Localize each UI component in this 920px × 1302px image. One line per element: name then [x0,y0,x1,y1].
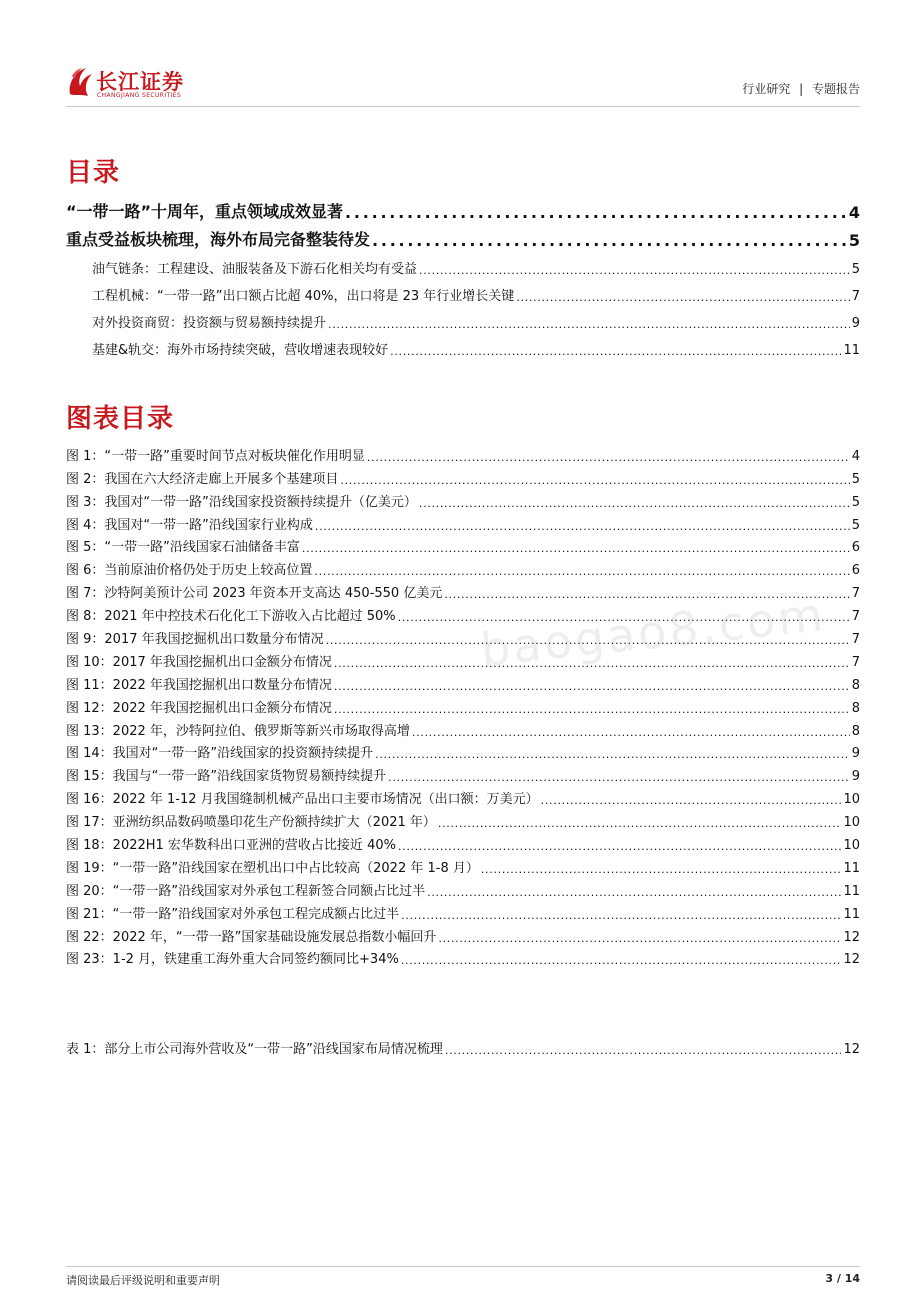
toc-subitem[interactable] [66,331,860,358]
footer-divider [66,1266,860,1267]
dot-leader [401,954,842,967]
category-label: 行业研究 [742,82,791,96]
page-number: 3 / 14 [825,1272,860,1285]
figure-entry-text: 图 19：“一带一路”沿线国家在塑机出口中占比较高（2022 年 1-8 月） [66,860,479,876]
dot-leader [367,451,850,464]
figure-entry-text: 图 22：2022 年，“一带一路”国家基础设施发展总指数小幅回升 [66,929,437,945]
toc-item-text: 重点受益板块梳理，海外布局完备整装待发 [66,230,371,249]
toc-subitem-text: 基建&轨交：海外市场持续突破，营收增速表现较好 [92,343,389,358]
dot-leader [445,1044,842,1057]
figure-entry-page: 11 [843,860,860,876]
figure-entry-text: 图 7：沙特阿美预计公司 2023 年资本开支高达 450-550 亿美元 [66,586,443,602]
figure-entry-text: 图 14：我国对“一带一路”沿线国家的投资额持续提升 [66,746,374,762]
header-divider [66,106,860,107]
figure-entry[interactable] [66,784,860,807]
figure-entry[interactable] [66,739,860,762]
figure-entry[interactable] [66,807,860,830]
report-type-label: 专题报告 [811,82,860,96]
toc-subitem-page: 11 [843,343,860,358]
dot-leader [334,703,850,716]
dot-leader [345,203,847,222]
toc-item[interactable] [66,222,860,250]
figure-entry[interactable] [66,670,860,693]
dot-leader [390,345,841,358]
toc-item-page: 5 [848,231,860,250]
dot-leader [334,680,850,693]
figure-entry[interactable] [66,510,860,533]
dot-leader [340,474,849,487]
figure-entry-text: 图 10：2017 年我国挖掘机出口金额分布情况 [66,654,332,670]
toc-subitem-text: 工程机械：“一带一路”出口额占比超 40%，出口将是 23 年行业增长关键 [92,289,515,304]
figure-entry[interactable] [66,716,860,739]
figure-entry[interactable] [66,899,860,922]
figure-entry-page: 5 [851,494,860,510]
figure-entry-page: 7 [851,654,860,670]
dot-leader [401,909,841,922]
logo-emblem-icon [66,64,94,98]
figure-entry-text: 图 16：2022 年 1-12 月我国缝制机械产品出口主要市场情况（出口额：万美元） [66,792,539,808]
company-logo [66,62,196,102]
dot-leader [328,318,850,331]
figure-entry-text: 图 15：我国与“一带一路”沿线国家货物贸易额持续提升 [66,769,387,785]
figure-entry-page: 10 [843,815,860,831]
toc-subitem-text: 对外投资商贸：投资额与贸易额持续提升 [92,316,327,331]
dot-leader [541,794,842,807]
dot-leader [398,840,841,853]
table-entry-page: 12 [843,1041,860,1057]
dot-leader [314,565,849,578]
figure-entry[interactable] [66,464,860,487]
figure-entry-text: 图 13：2022 年，沙特阿拉伯、俄罗斯等新兴市场取得高增 [66,723,410,739]
figure-entry-page: 5 [851,517,860,533]
figure-entry[interactable] [66,853,860,876]
figure-entry-page: 9 [851,769,860,785]
logo-text-cn: 长江证券 [96,70,184,94]
toc-item-text: “一带一路”十周年，重点领域成效显著 [66,202,344,221]
table-entry-text: 表 1：部分上市公司海外营收及“一带一路”沿线国家布局情况梳理 [66,1041,443,1057]
dot-leader [375,748,850,761]
dot-leader [388,771,850,784]
report-category [742,80,860,97]
figure-entry-page: 12 [843,929,860,945]
dot-leader [412,726,850,739]
figure-list [66,441,860,967]
toc-subitem[interactable] [66,277,860,304]
toc-subitem-page: 9 [851,316,860,331]
dot-leader [481,863,842,876]
dot-leader [438,817,842,830]
figure-entry-text: 图 6：当前原油价格仍处于历史上较高位置 [66,563,313,579]
figure-entry-text: 图 20：“一带一路”沿线国家对外承包工程新签合同额占比过半 [66,883,426,899]
figure-entry-page: 11 [843,883,860,899]
figure-entry-page: 8 [851,700,860,716]
figure-entry[interactable] [66,441,860,464]
dot-leader [419,497,850,510]
figure-entry-text: 图 4：我国对“一带一路”沿线国家行业构成 [66,517,313,533]
figure-entry-text: 图 11：2022 年我国挖掘机出口数量分布情况 [66,677,332,693]
figure-entry-page: 7 [851,609,860,625]
toc-item-page: 4 [848,203,860,222]
toc-list [66,194,860,358]
watermark: baogao8.com [478,587,829,677]
figure-entry[interactable] [66,533,860,556]
figure-entry-page: 8 [851,677,860,693]
figure-entry[interactable] [66,922,860,945]
figure-entry-text: 图 8：2021 年中控技术石化化工下游收入占比超过 50% [66,609,396,625]
toc-subitem-page: 7 [851,289,860,304]
figure-entry-page: 11 [843,906,860,922]
figure-entry-text: 图 5：“一带一路”沿线国家石油储备丰富 [66,540,300,556]
figure-entry-page: 7 [851,632,860,648]
dot-leader [419,264,850,277]
figure-entry[interactable] [66,647,860,670]
dot-leader [516,291,849,304]
figure-entry[interactable] [66,876,860,899]
figure-entry-text: 图 17：亚洲纺织品数码喷墨印花生产份额持续扩大（2021 年） [66,815,436,831]
figure-entry-text: 图 1：“一带一路”重要时间节点对板块催化作用明显 [66,448,365,464]
figure-entry-page: 8 [851,723,860,739]
figure-entry[interactable] [66,945,860,968]
figure-entry-page: 10 [843,838,860,854]
figure-entry-page: 5 [851,471,860,487]
figure-entry-text: 图 23：1-2 月，铁建重工海外重大合同签约额同比+34% [66,952,399,968]
toc-item[interactable] [66,194,860,222]
figure-entry-text: 图 12：2022 年我国挖掘机出口金额分布情况 [66,700,332,716]
logo-text-en: CHANGJIANG SECURITIES [97,92,182,99]
footer-disclaimer[interactable]: 请阅读最后评级说明和重要声明 [66,1274,220,1287]
figure-entry-page: 6 [851,540,860,556]
figure-entry[interactable] [66,830,860,853]
toc-title: 目录 [66,158,121,188]
dot-leader [438,932,841,945]
page-header [66,58,860,106]
figure-entry[interactable] [66,555,860,578]
dot-leader [315,520,850,533]
figure-entry-page: 4 [851,448,860,464]
table-list [66,1034,860,1057]
figure-entry-text: 图 3：我国对“一带一路”沿线国家投资额持续提升（亿美元） [66,494,417,510]
figure-entry-text: 图 9：2017 年我国挖掘机出口数量分布情况 [66,632,324,648]
dot-leader [372,231,847,250]
dot-leader [302,542,850,555]
toc-subitem-page: 5 [851,262,860,277]
figure-entry-text: 图 18：2022H1 宏华数科出口亚洲的营收占比接近 40% [66,838,396,854]
figure-list-title: 图表目录 [66,404,175,434]
figure-entry-text: 图 2：我国在六大经济走廊上开展多个基建项目 [66,471,339,487]
toc-subitem[interactable] [66,250,860,277]
figure-entry[interactable] [66,487,860,510]
toc-subitem[interactable] [66,304,860,331]
figure-entry-page: 6 [851,563,860,579]
figure-entry-text: 图 21：“一带一路”沿线国家对外承包工程完成额占比过半 [66,906,400,922]
figure-entry[interactable] [66,761,860,784]
toc-subitem-text: 油气链条：工程建设、油服装备及下游石化相关均有受益 [92,262,418,277]
figure-entry-page: 9 [851,746,860,762]
figure-entry-page: 12 [843,952,860,968]
figure-entry[interactable] [66,693,860,716]
dot-leader [427,886,841,899]
figure-entry-page: 10 [843,792,860,808]
header-separator: | [799,82,804,96]
table-entry[interactable] [66,1034,860,1057]
figure-entry-page: 7 [851,586,860,602]
